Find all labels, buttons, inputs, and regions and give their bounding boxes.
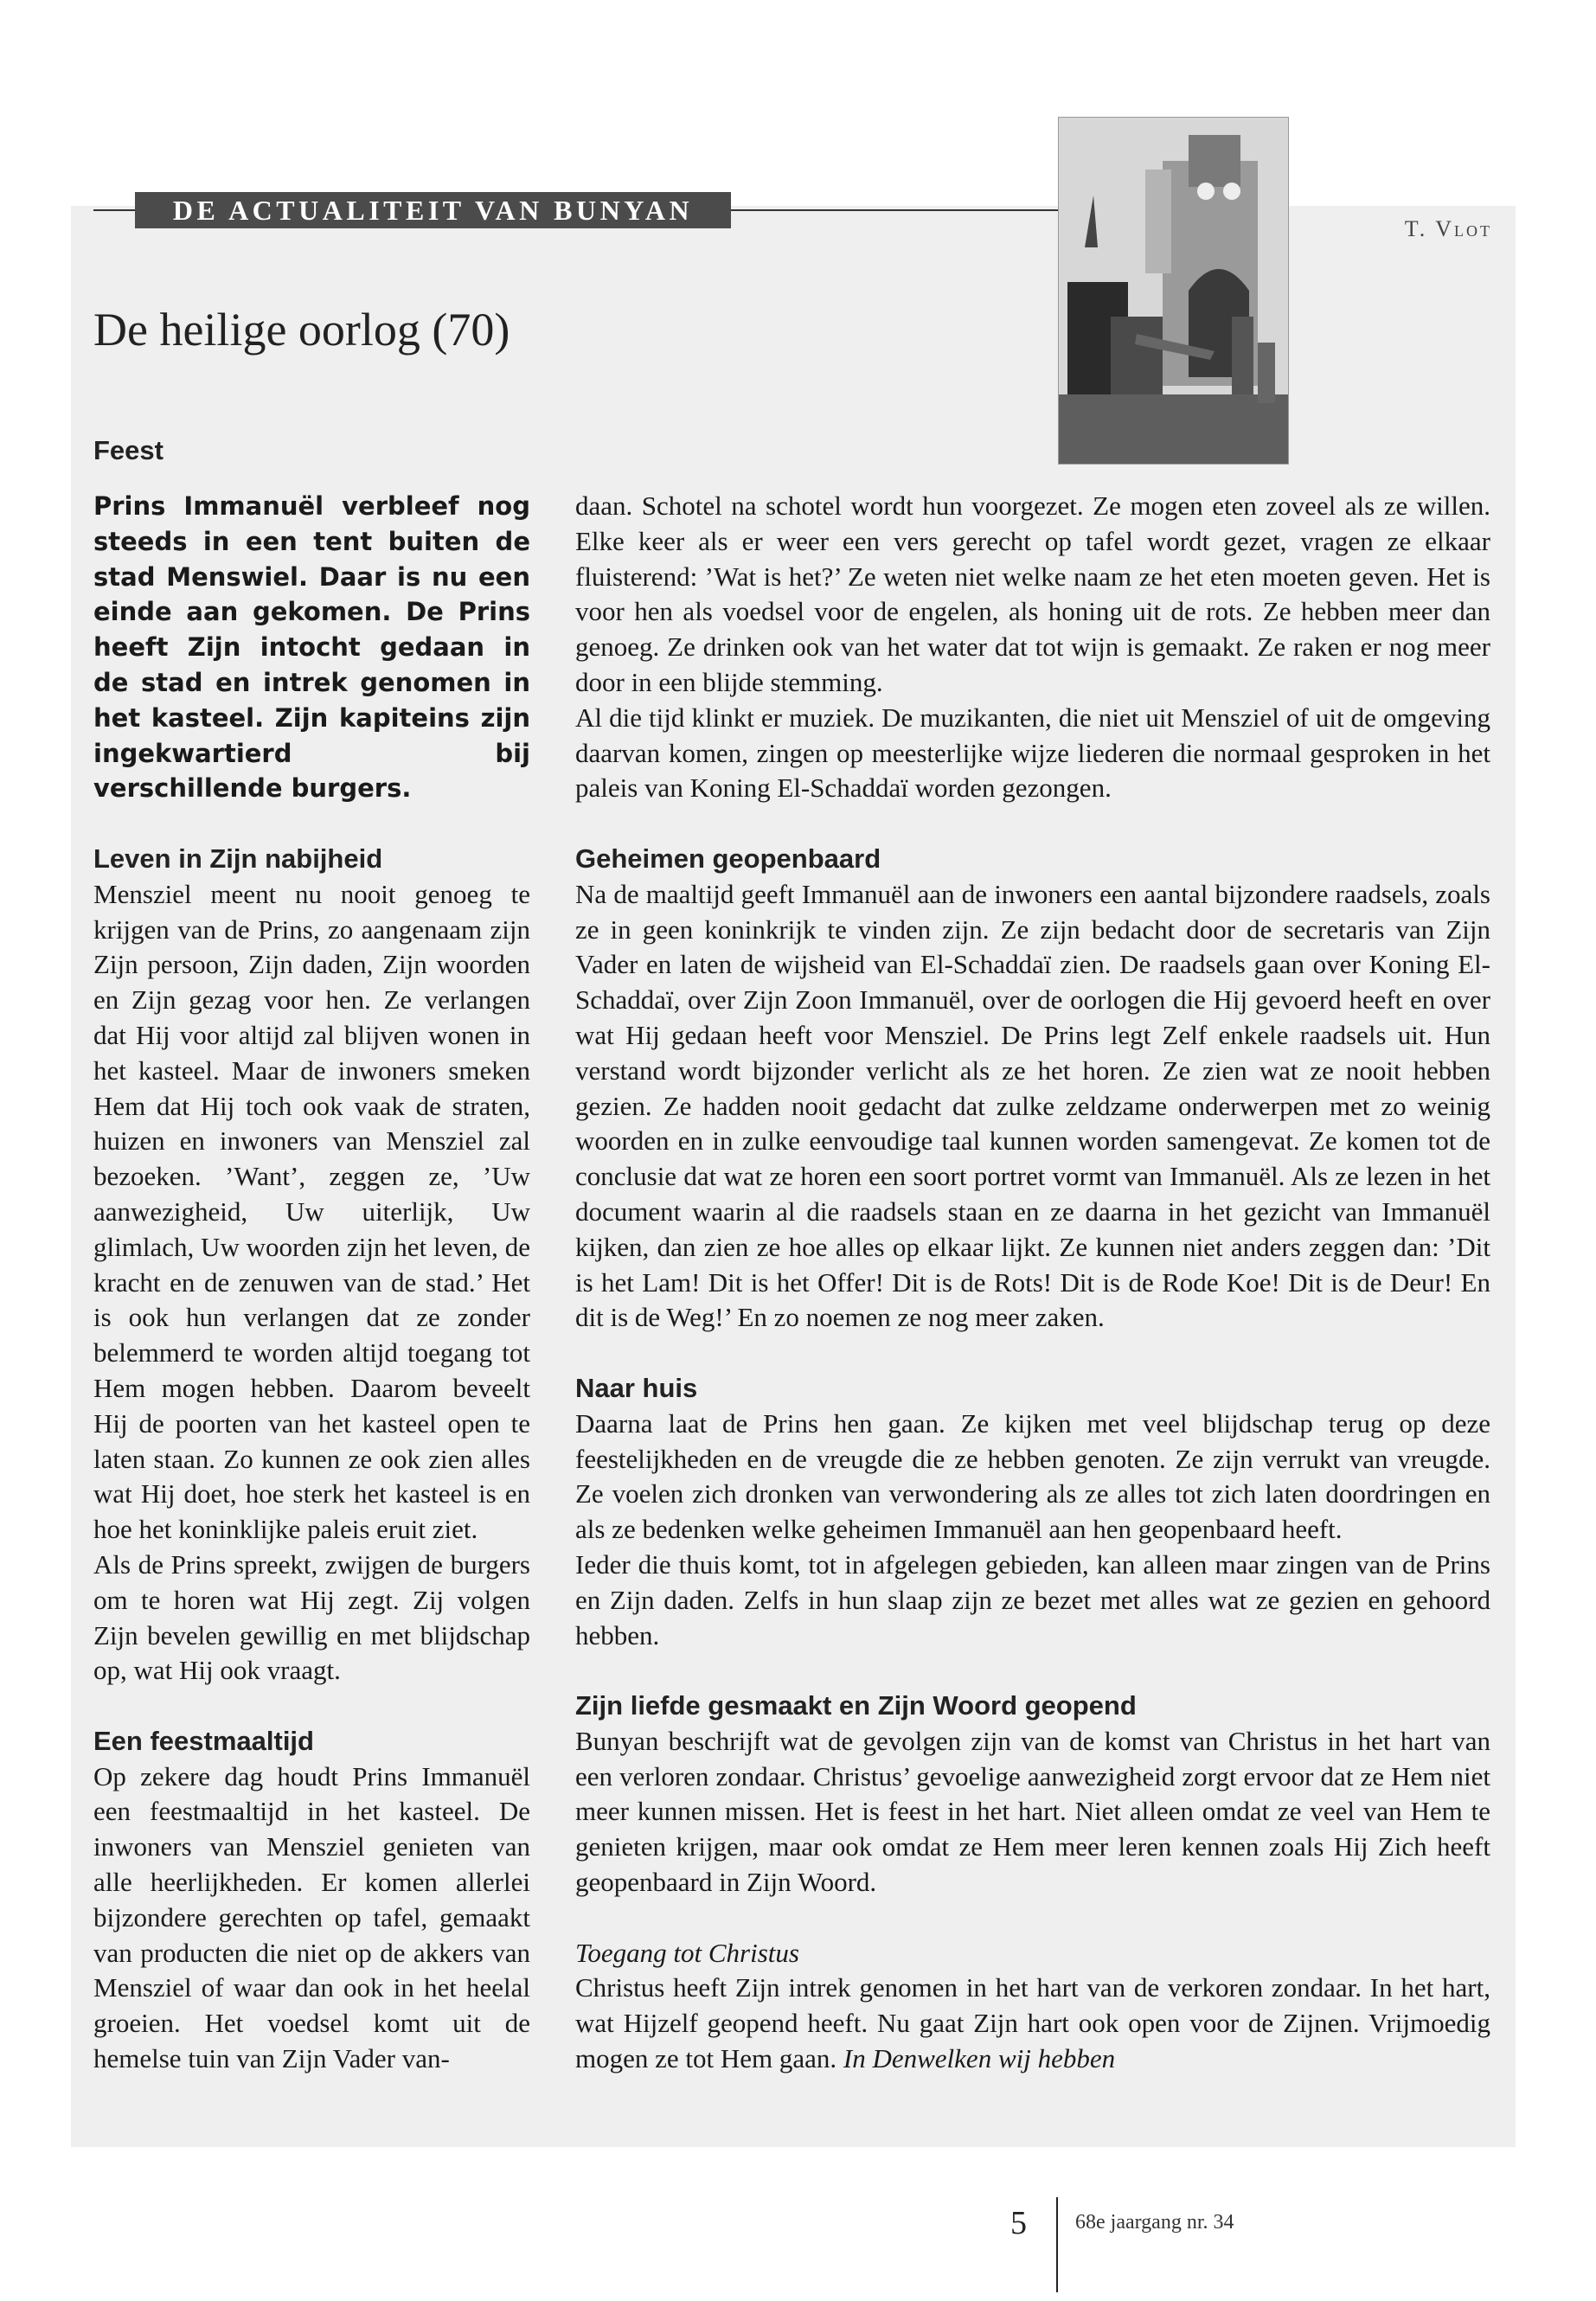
woodcut-illustration (1058, 117, 1289, 465)
paragraph-italic-text: In Denwelken wij hebben (843, 2043, 1116, 2074)
right-column (575, 489, 1490, 2077)
section-heading-feest: Feest (93, 435, 163, 465)
paragraph: daan. Schotel na schotel wordt hun voorgezet. Ze mogen eten zoveel als ze willen. Elke keer als er weer een vers gerecht op tafel wordt gezet, vragen ze elkaar fluisterend: ’Wat is het?’ Ze weten niet welke naam ze het eten moeten geven. Het is voor hen als voedsel voor de engelen, als honing uit de rots. Ze hebben meer dan genoeg. Ze drinken ook van het water dat tot wijn is gemaakt. Ze raken er nog meer door in een blijde stemming. (575, 490, 1490, 697)
page-number: 5 (1010, 2205, 1027, 2241)
section-heading-naar-huis: Naar huis (575, 1372, 698, 1403)
paragraph: Ieder die thuis komt, tot in afgelegen gebieden, kan alleen maar zingen van de Prins en Zijn daden. Zelfs in hun slaap zijn ze bezet met alles wat ze gezien en gehoord hebben. (575, 1548, 1490, 1650)
header-rule-left (93, 209, 135, 211)
paragraph: Bunyan beschrijft wat de gevolgen zijn van de komst van Christus in het hart van een verloren zondaar. Christus’ gevoelige aanwezigheid zorgt ervoor dat ze Hem niet meer kunnen missen. Het is feest in het hart. Niet alleen omdat ze veel van Hem te genieten krijgen, maar ook omdat ze Hem meer leren kennen zoals Hij Zich heeft geopenbaard in Zijn Woord. (575, 1725, 1490, 1898)
series-title: DE ACTUALITEIT VAN BUNYAN (135, 192, 731, 228)
section-heading-liefde: Zijn liefde gesmaakt en Zijn Woord geopend (575, 1690, 1137, 1721)
paragraph: Daarna laat de Prins hen gaan. Ze kijken met veel blijdschap terug op deze feestelijkheden en de vreugde die ze hebben genoten. Ze zijn verrukt van vreugde. Ze voelen zich dronken van verwondering als ze alles tot zich laten doordringen en als ze bedenken welke geheimen Immanuël aan hen geopenbaard heeft. (575, 1407, 1490, 1545)
issue-info: 68e jaargang nr. 34 (1075, 2211, 1234, 2234)
paragraph: Mensziel meent nu nooit genoeg te krijgen van de Prins, zo aangenaam zijn Zijn persoon, Zijn daden, Zijn woorden en Zijn gezag voor hen. Ze verlangen dat Hij voor altijd zal blijven wonen in het kasteel. Maar de inwoners smeken Hem dat Hij toch ook vaak de straten, huizen en inwoners van Mensziel zal bezoeken. ’Want’, zeggen ze, ’Uw aanwezigheid, Uw uiterlijk, Uw glimlach, Uw woorden zijn het leven, de kracht en de zenuwen van de stad.’ Het is ook hun verlangen dat ze zonder belemmerd te worden altijd toegang tot Hem mogen hebben. Daarom beveelt Hij de poorten van het kasteel open te laten staan. Zo kunnen ze ook zien alles wat Hij doet, hoe sterk het kasteel is en hoe het koninklijke paleis eruit ziet. (93, 878, 530, 1545)
section-heading-feestmaaltijd: Een feestmaaltijd (93, 1725, 314, 1756)
footer-divider (1056, 2197, 1058, 2292)
header-rule-right (731, 209, 1058, 211)
paragraph: Als de Prins spreekt, zwijgen de burgers om te horen wat Hij zegt. Zij volgen Zijn bevelen gewillig en met blijdschap op, wat Hij ook vraagt. (93, 1548, 530, 1686)
paragraph-text: Christus heeft Zijn intrek genomen in het hart van de verkoren zondaar. In het hart, wat Hijzelf geopend heeft. Nu gaat Zijn hart ook open voor de Zijnen. Vrijmoedig mogen ze tot Hem gaan. (575, 1972, 1490, 2074)
paragraph: Na de maaltijd geeft Immanuël aan de inwoners een aantal bijzondere raadsels, zoals ze in geen koninkrijk te vinden zijn. Ze zijn bedacht door de secretaris van Zijn Vader en laten de wijsheid van El-Schaddaï zien. De raadsels gaan over Koning El-Schaddaï, over Zijn Zoon Immanuël, over de oorlogen die Hij gevoerd heeft en over wat Hij gedaan heeft voor Mensziel. De Prins legt Zelf enkele raadsels uit. Hun verstand wordt bijzonder verlicht als ze het horen. Ze zien wat ze nooit hebben gezien. Ze hadden nooit gedacht dat zulke zeldzame onderwerpen met zo weinig woorden en in zulke eenvoudige taal kunnen worden samengevat. Ze komen tot de conclusie dat wat ze horen een soort portret vormt van Immanuël. Als ze lezen in het document waarin al die raadsels staan en ze daarna in het gezicht van Immanuël kijken, dan zien ze hoe alles op elkaar lijkt. Ze kunnen niet anders zeggen dan: ’Dit is het Lam! Dit is het Offer! Dit is de Rots! Dit is de Rode Koe! Dit is de Deur! En dit is de Weg!’ En zo noemen ze nog meer zaken. (575, 878, 1490, 1333)
subsection-heading: Toegang tot Christus (575, 1937, 799, 1968)
section-heading-leven: Leven in Zijn nabijheid (93, 843, 383, 874)
article-title: De heilige oorlog (70) (93, 304, 510, 356)
lead-paragraph: Prins Immanuël verbleef nog steeds in een tent buiten de stad Menswiel. Daar is nu een einde aan gekomen. De Prins heeft Zijn intocht gedaan in de stad en intrek genomen in het kasteel. Zijn kapiteins zijn ingekwartierd bij verschillende burgers. (93, 491, 530, 804)
author-name: T. Vlot (1404, 216, 1492, 241)
paragraph (575, 1971, 1490, 2076)
section-heading-geheimen: Geheimen geopenbaard (575, 843, 881, 874)
paragraph: Op zekere dag houdt Prins Immanuël een feestmaaltijd in het kasteel. De inwoners van Mensziel genieten van alle heerlijkheden. Er komen allerlei bijzondere gerechten op tafel, gemaakt van producten die niet op de akkers van Mensziel of waar dan ook in het heelal groeien. Het voedsel komt uit de hemelse tuin van Zijn Vader van- (93, 1760, 530, 2074)
left-column (93, 489, 530, 2077)
paragraph: Al die tijd klinkt er muziek. De muzikanten, die niet uit Mensziel of uit de omgeving daarvan komen, zingen op meesterlijke wijze liederen die normaal gesproken in het paleis van Koning El-Schaddaï worden gezongen. (575, 702, 1490, 804)
